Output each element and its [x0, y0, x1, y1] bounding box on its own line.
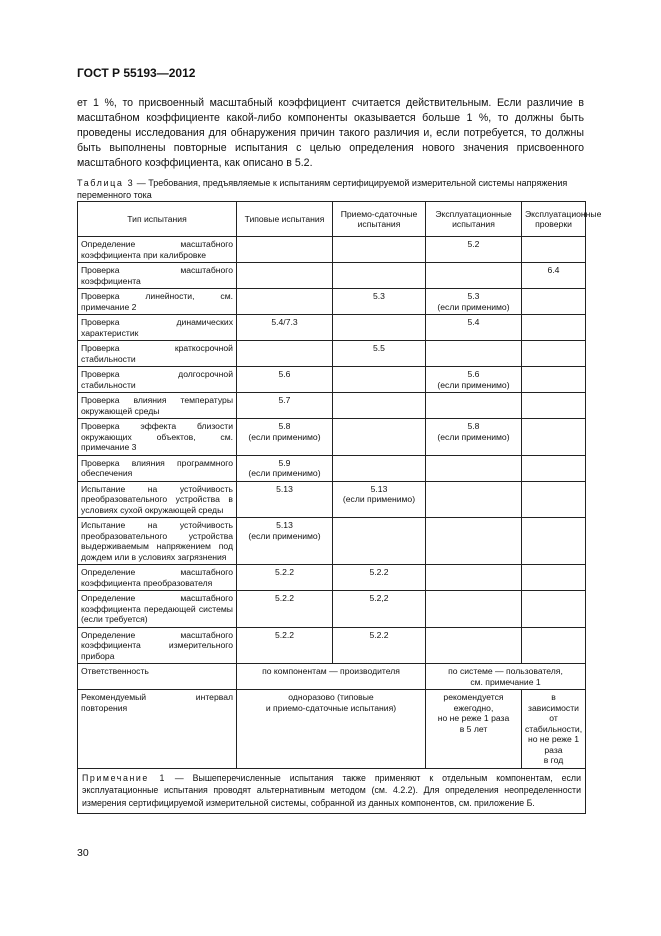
test-type-cell: Определение масштабного коэффициента преобразователя	[78, 565, 237, 591]
responsibility-user: по системе — пользователя, см. примечание 1	[426, 664, 586, 690]
header-test-type: Тип испытания	[78, 202, 237, 237]
test-type-cell: Определение масштабного коэффициента передающей системы (если требуется)	[78, 591, 237, 628]
table-cell: 5.3	[333, 289, 426, 315]
table-cell	[426, 393, 522, 419]
table-cell	[522, 627, 586, 664]
responsibility-row	[78, 664, 586, 690]
note-text: — Вышеперечисленные испытания также применяют к отдельным компонентам, если эксплуатационные испытания проводят альтернативным методом (см. 4.2.2). Для определения неопределенности измерения сертифицируемой измерительной системы, собранной из данных компонентов, см. приложение Б.	[82, 772, 581, 808]
table-cell: 5.6 (если применимо)	[426, 367, 522, 393]
header-operational-tests: Эксплуатационные испытания	[426, 202, 522, 237]
interval-label: Рекомендуемый интервал повторения	[78, 690, 237, 769]
test-type-cell: Проверка долгосрочной стабильности	[78, 367, 237, 393]
document-header: ГОСТ Р 55193—2012	[77, 66, 196, 80]
table-cell	[237, 289, 333, 315]
interval-once: одноразово (типовые и приемо-сдаточные испытания)	[237, 690, 426, 769]
table-caption	[77, 177, 584, 201]
header-acceptance-tests: Приемо-сдаточные испытания	[333, 202, 426, 237]
test-type-cell: Определение масштабного коэффициента при калибровке	[78, 237, 237, 263]
table-cell	[426, 341, 522, 367]
table-row	[78, 393, 586, 419]
test-type-cell: Проверка эффекта близости окружающих объектов, см. примечание 3	[78, 419, 237, 456]
table-cell	[522, 565, 586, 591]
table-cell	[426, 565, 522, 591]
table-cell	[333, 315, 426, 341]
table-cell: 5.2.2	[237, 591, 333, 628]
table-header-row	[78, 202, 586, 237]
table-cell	[522, 341, 586, 367]
body-paragraph: ет 1 %, то присвоенный масштабный коэффициент считается действительным. Если различие в масштабном коэффициенте какой-либо компоненты оказывается больше 1 %, то должны быть проведены исследования для обнаружения причин такого различия и, если потребуется, то должны быть выполнены повторные испытания с целью определения нового значения присвоенного масштабного коэффициента, как описано в 5.2.	[77, 97, 584, 169]
table-cell	[522, 518, 586, 565]
table-cell: 5.4/7.3	[237, 315, 333, 341]
table-cell	[333, 419, 426, 456]
table-cell	[333, 455, 426, 481]
table-cell: 5.2,2	[333, 591, 426, 628]
table-cell	[426, 481, 522, 518]
table-row	[78, 419, 586, 456]
table-row	[78, 263, 586, 289]
table-cell	[333, 518, 426, 565]
interval-row	[78, 690, 586, 769]
table-cell	[522, 481, 586, 518]
page-number: 30	[77, 847, 89, 859]
note-row	[78, 768, 586, 814]
test-type-cell: Проверка влияния программного обеспечения	[78, 455, 237, 481]
table-cell: 5.6	[237, 367, 333, 393]
table-cell	[333, 263, 426, 289]
table-cell: 5.2.2	[333, 627, 426, 664]
table-cell: 5.8 (если применимо)	[426, 419, 522, 456]
table-cell	[426, 455, 522, 481]
table-cell: 5.2	[426, 237, 522, 263]
table-cell: 5.2.2	[333, 565, 426, 591]
test-type-cell: Определение масштабного коэффициента измерительного прибора	[78, 627, 237, 664]
test-type-cell: Проверка влияния температуры окружающей среды	[78, 393, 237, 419]
table-body	[78, 237, 586, 814]
table-caption-text: — Требования, предъявляемые к испытаниям сертифицируемой измерительной системы напряжения переменного тока	[77, 178, 568, 200]
table-cell: 5.13 (если применимо)	[333, 481, 426, 518]
table-cell	[522, 393, 586, 419]
table-row	[78, 455, 586, 481]
note-label: Примечание 1	[82, 772, 166, 783]
table-cell: 5.4	[426, 315, 522, 341]
header-type-tests: Типовые испытания	[237, 202, 333, 237]
table-cell	[522, 419, 586, 456]
table-cell: 5.3 (если применимо)	[426, 289, 522, 315]
test-type-cell: Проверка краткосрочной стабильности	[78, 341, 237, 367]
table-cell	[426, 518, 522, 565]
table-cell	[522, 315, 586, 341]
table-cell: 5.7	[237, 393, 333, 419]
table-row	[78, 367, 586, 393]
table-cell	[237, 237, 333, 263]
table-row	[78, 627, 586, 664]
table-row	[78, 518, 586, 565]
table-row	[78, 481, 586, 518]
table-cell: 6.4	[522, 263, 586, 289]
interval-operational-tests: рекомендуется ежегодно, но не реже 1 раза в 5 лет	[426, 690, 522, 769]
table-row	[78, 289, 586, 315]
table-note	[78, 768, 586, 814]
test-type-cell: Испытание на устойчивость преобразовательного устройства в условиях сухой окружающей среды	[78, 481, 237, 518]
table-cell: 5.8 (если применимо)	[237, 419, 333, 456]
table-cell	[426, 591, 522, 628]
table-cell	[522, 237, 586, 263]
table-cell: 5.13	[237, 481, 333, 518]
table-cell: 5.5	[333, 341, 426, 367]
table-cell: 5.2.2	[237, 627, 333, 664]
test-type-cell: Проверка масштабного коэффициента	[78, 263, 237, 289]
table-cell	[237, 341, 333, 367]
table-row	[78, 341, 586, 367]
table-cell	[333, 393, 426, 419]
table-cell: 5.2.2	[237, 565, 333, 591]
responsibility-label: Ответственность	[78, 664, 237, 690]
table-cell: 5.13 (если применимо)	[237, 518, 333, 565]
table-cell	[522, 367, 586, 393]
table-cell	[522, 591, 586, 628]
table-caption-label: Таблица 3	[77, 178, 135, 188]
table-cell	[426, 627, 522, 664]
table-cell	[426, 263, 522, 289]
table-cell: 5.9 (если применимо)	[237, 455, 333, 481]
table-cell	[237, 263, 333, 289]
table-cell	[522, 455, 586, 481]
table-cell	[522, 289, 586, 315]
table-row	[78, 315, 586, 341]
table-cell	[333, 237, 426, 263]
table-row	[78, 565, 586, 591]
table-cell	[333, 367, 426, 393]
test-type-cell: Проверка линейности, см. примечание 2	[78, 289, 237, 315]
interval-operational-checks: в зависимости от стабильности, но не реже 1 раза в год	[522, 690, 586, 769]
requirements-table	[77, 201, 602, 814]
test-type-cell: Испытание на устойчивость преобразовательного устройства выдерживаемым напряжением под дождем или в условиях загрязнения	[78, 518, 237, 565]
header-operational-checks: Эксплуатационные проверки	[522, 202, 586, 237]
test-type-cell: Проверка динамических характеристик	[78, 315, 237, 341]
table-row	[78, 591, 586, 628]
responsibility-manufacturer: по компонентам — производителя	[237, 664, 426, 690]
table-row	[78, 237, 586, 263]
